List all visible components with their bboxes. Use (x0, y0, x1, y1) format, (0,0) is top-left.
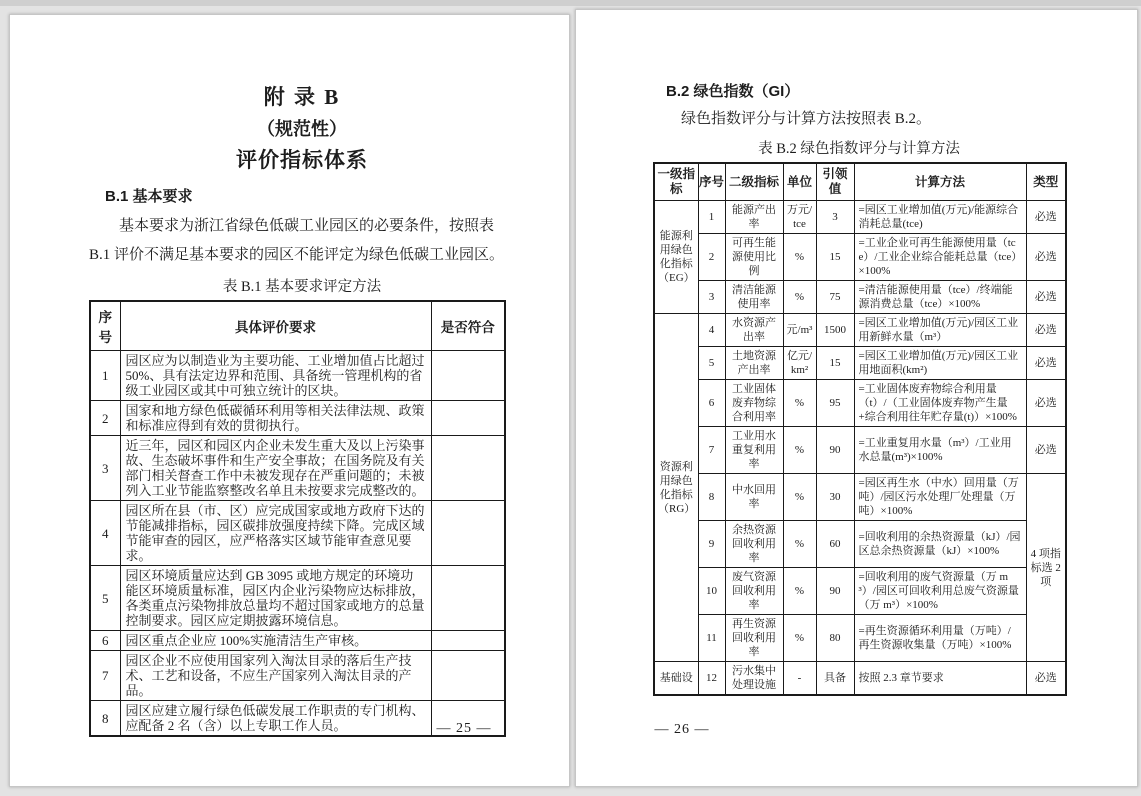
type-cell-merged: 4 项指标选 2 项 (1026, 474, 1066, 662)
value-cell: 60 (816, 521, 854, 568)
table-row (90, 401, 505, 436)
method-cell: =园区工业增加值(万元)/园区工业用新鲜水量（m³） (854, 314, 1026, 347)
seq-cell: 5 (90, 566, 120, 631)
requirement-cell: 国家和地方绿色低碳循环利用等相关法律法规、政策和标准应得到有效的贯彻执行。 (120, 401, 431, 436)
unit-cell: % (783, 615, 816, 662)
page-number-25: — 25 — (436, 721, 492, 736)
type-cell: 必选 (1026, 347, 1066, 380)
method-cell: =工业固体废弃物综合利用量（t）/（工业固体废弃物产生量+综合利用往年贮存量(t)）×100% (854, 380, 1026, 427)
paragraph-line: B.1 评价不满足基本要求的园区不能评定为绿色低碳工业园区。 (89, 247, 505, 263)
method-cell: =回收利用的余热资源量（kJ）/园区总余热资源量（kJ）×100% (854, 521, 1026, 568)
value-cell: 具备 (816, 662, 854, 696)
seq-cell: 1 (90, 351, 120, 401)
group-cell-infrastructure: 基础设 (654, 662, 698, 696)
seq-cell: 4 (90, 501, 120, 566)
indicator-cell: 水资源产出率 (725, 314, 783, 347)
seq-cell: 3 (90, 436, 120, 501)
table-row (654, 474, 1066, 521)
seq-cell: 3 (698, 281, 725, 314)
table-row (90, 566, 505, 631)
unit-cell: 亿元/km² (783, 347, 816, 380)
type-cell: 必选 (1026, 380, 1066, 427)
compliance-cell (431, 401, 505, 436)
group-cell-energy: 能源利用绿色化指标（EG） (654, 201, 698, 314)
value-cell: 90 (816, 427, 854, 474)
section-b1-paragraph (89, 212, 515, 270)
indicator-cell: 土地资源产出率 (725, 347, 783, 380)
seq-cell: 6 (90, 631, 120, 651)
requirement-cell: 园区环境质量应达到 GB 3095 或地方规定的环境功能区环境质量标准，园区内企业污染物应达标排放，各类重点污染物排放总量均不超过国家或地方的总量控制要求。园区应定期披露环境信息。 (120, 566, 431, 631)
table-row (654, 347, 1066, 380)
unit-cell: 万元/tce (783, 201, 816, 234)
table-row (654, 568, 1066, 615)
compliance-cell (431, 436, 505, 501)
indicator-cell: 污水集中处理设施 (725, 662, 783, 696)
seq-cell: 10 (698, 568, 725, 615)
value-cell: 1500 (816, 314, 854, 347)
table-row (90, 501, 505, 566)
unit-cell: % (783, 474, 816, 521)
value-cell: 15 (816, 234, 854, 281)
column-header-seq: 序号 (698, 163, 725, 201)
table-row (654, 662, 1066, 696)
appendix-title-line2: （规范性） (257, 119, 347, 139)
table-row (654, 314, 1066, 347)
group-cell-resource: 资源利用绿色化指标（RG） (654, 314, 698, 662)
method-cell: =再生资源循环利用量（万吨）/再生资源收集量（万吨）×100% (854, 615, 1026, 662)
paragraph-line: 基本要求为浙江省绿色低碳工业园区的必要条件，按照表 (119, 218, 495, 234)
unit-cell: % (783, 427, 816, 474)
table-row (90, 651, 505, 701)
column-header-type: 类型 (1026, 163, 1066, 201)
table-b2 (653, 162, 1067, 696)
table-row (654, 281, 1066, 314)
unit-cell: % (783, 568, 816, 615)
table-b2-header-row (654, 163, 1066, 201)
unit-cell: % (783, 281, 816, 314)
table-row (654, 521, 1066, 568)
indicator-cell: 工业用水重复利用率 (725, 427, 783, 474)
column-header-seq: 序号 (90, 301, 120, 351)
indicator-cell: 废气资源回收利用率 (725, 568, 783, 615)
seq-cell: 2 (90, 401, 120, 436)
table-row (654, 380, 1066, 427)
table-row (90, 351, 505, 401)
column-header-secondary-indicator: 二级指标 (725, 163, 783, 201)
seq-cell: 1 (698, 201, 725, 234)
value-cell: 15 (816, 347, 854, 380)
method-cell: =园区工业增加值(万元)/园区工业用地面积(km²) (854, 347, 1026, 380)
table-row (90, 436, 505, 501)
compliance-cell (431, 566, 505, 631)
requirement-cell: 园区所在县（市、区）应完成国家或地方政府下达的节能减排指标，园区碳排放强度持续下降。完成区域节能审查的园区，应严格落实区域节能审查意见要求。 (120, 501, 431, 566)
page-number-26: — 26 — (654, 722, 710, 737)
seq-cell: 11 (698, 615, 725, 662)
value-cell: 3 (816, 201, 854, 234)
value-cell: 30 (816, 474, 854, 521)
seq-cell: 4 (698, 314, 725, 347)
requirement-cell: 园区企业不应使用国家列入淘汰目录的落后生产技术、工艺和设备，不应生产国家列入淘汰目录的产品。 (120, 651, 431, 701)
requirement-cell: 园区重点企业应 100%实施清洁生产审核。 (120, 631, 431, 651)
compliance-cell (431, 501, 505, 566)
type-cell: 必选 (1026, 427, 1066, 474)
seq-cell: 5 (698, 347, 725, 380)
type-cell: 必选 (1026, 234, 1066, 281)
value-cell: 90 (816, 568, 854, 615)
column-header-primary-indicator: 一级指标 (654, 163, 698, 201)
table-b1 (89, 300, 506, 737)
method-cell: =工业企业可再生能源使用量（tce）/工业企业综合能耗总量（tce）×100% (854, 234, 1026, 281)
section-b2-heading: B.2 绿色指数（GI） (666, 83, 800, 100)
seq-cell: 8 (90, 701, 120, 737)
column-header-leading-value: 引领值 (816, 163, 854, 201)
indicator-cell: 清洁能源使用率 (725, 281, 783, 314)
compliance-cell (431, 351, 505, 401)
column-header-calc-method: 计算方法 (854, 163, 1026, 201)
seq-cell: 6 (698, 380, 725, 427)
page-26 (575, 9, 1138, 787)
page-25 (9, 14, 570, 787)
table-b1-caption: 表 B.1 基本要求评定方法 (222, 279, 382, 295)
unit-cell: % (783, 380, 816, 427)
seq-cell: 7 (698, 427, 725, 474)
type-cell: 必选 (1026, 281, 1066, 314)
indicator-cell: 工业固体废弃物综合利用率 (725, 380, 783, 427)
requirement-cell: 近三年，园区和园区内企业未发生重大及以上污染事故、生态破坏事件和生产安全事故；在国务院及有关部门相关督查工作中未被发现存在严重问题的；未被列入工业节能监察整改名单且未按要求完成整改的。 (120, 436, 431, 501)
indicator-cell: 再生资源回收利用率 (725, 615, 783, 662)
appendix-title-line3: 评价指标体系 (236, 148, 368, 172)
table-b2-caption: 表 B.2 绿色指数评分与计算方法 (758, 141, 960, 157)
type-cell: 必选 (1026, 314, 1066, 347)
column-header-unit: 单位 (783, 163, 816, 201)
seq-cell: 7 (90, 651, 120, 701)
table-row (654, 201, 1066, 234)
appendix-title-block (89, 87, 515, 171)
indicator-cell: 中水回用率 (725, 474, 783, 521)
compliance-cell (431, 631, 505, 651)
column-header-requirement: 具体评价要求 (120, 301, 431, 351)
section-b2-paragraph: 绿色指数评分与计算方法按照表 B.2。 (681, 111, 932, 127)
table-row (654, 427, 1066, 474)
method-cell: =清洁能源使用量（tce）/终端能源消费总量（tce）×100% (854, 281, 1026, 314)
column-header-compliance: 是否符合 (431, 301, 505, 351)
type-cell: 必选 (1026, 662, 1066, 696)
value-cell: 75 (816, 281, 854, 314)
method-cell: =回收利用的废气资源量（万 m³）/园区可回收利用总废气资源量（万 m³）×100% (854, 568, 1026, 615)
table-row (90, 631, 505, 651)
table-row (654, 615, 1066, 662)
type-cell: 必选 (1026, 201, 1066, 234)
method-cell: =工业重复用水量（m³）/工业用水总量(m³)×100% (854, 427, 1026, 474)
indicator-cell: 可再生能源使用比例 (725, 234, 783, 281)
table-row (654, 234, 1066, 281)
requirement-cell: 园区应为以制造业为主要功能、工业增加值占比超过 50%、具有法定边界和范围、具备统一管理机构的省级工业园区或其中可独立统计的区块。 (120, 351, 431, 401)
appendix-title-line1: 附 录 B (263, 85, 341, 109)
method-cell: 按照 2.3 章节要求 (854, 662, 1026, 696)
indicator-cell: 余热资源回收利用率 (725, 521, 783, 568)
unit-cell: 元/m³ (783, 314, 816, 347)
seq-cell: 8 (698, 474, 725, 521)
method-cell: =园区再生水（中水）回用量（万吨）/园区污水处理厂处理量（万吨）×100% (854, 474, 1026, 521)
seq-cell: 2 (698, 234, 725, 281)
unit-cell: % (783, 521, 816, 568)
requirement-cell: 园区应建立履行绿色低碳发展工作职责的专门机构、应配备 2 名（含）以上专职工作人员。 (120, 701, 431, 737)
table-b1-header-row (90, 301, 505, 351)
seq-cell: 12 (698, 662, 725, 696)
value-cell: 80 (816, 615, 854, 662)
indicator-cell: 能源产出率 (725, 201, 783, 234)
unit-cell: % (783, 234, 816, 281)
seq-cell: 9 (698, 521, 725, 568)
method-cell: =园区工业增加值(万元)/能源综合消耗总量(tce) (854, 201, 1026, 234)
value-cell: 95 (816, 380, 854, 427)
unit-cell: - (783, 662, 816, 696)
section-b1-heading: B.1 基本要求 (105, 188, 193, 205)
compliance-cell (431, 651, 505, 701)
